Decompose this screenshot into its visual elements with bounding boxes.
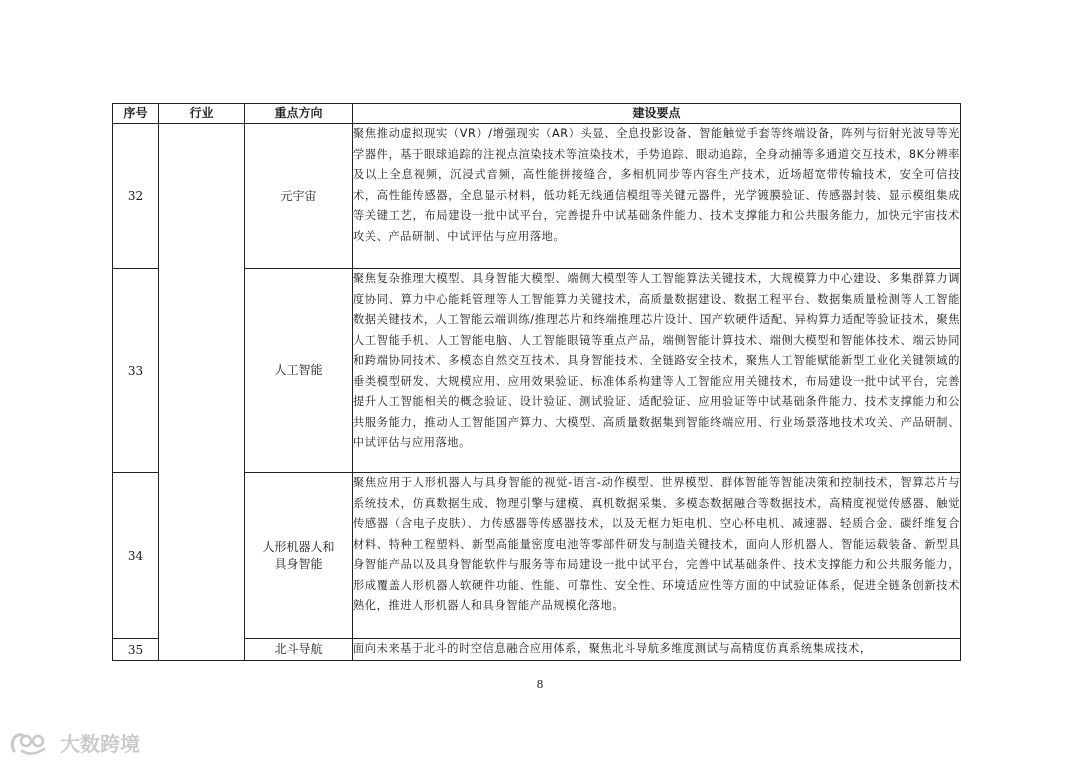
row-direction: 人工智能 <box>245 269 353 473</box>
industry-cell <box>159 124 245 661</box>
row-seq: 35 <box>113 639 159 661</box>
logo-icon <box>8 729 56 757</box>
row-points: 聚焦复杂推理大模型、具身智能大模型、端侧大模型等人工智能算法关键技术，大规模算力中心建设、多集群算力调度协同、算力中心能耗管理等人工智能算力关键技术，高质量数据建设、数据工程平台、数据集质量检测等人工智能数据关键技术，人工智能云端训练/推理芯片和终端推理芯片设计、国产软硬件适配、异构算力适配等验证技术，聚焦人工智能手机、人工智能电脑、人工智能眼镜等重点产品，端侧智能计算技术、端侧大模型和智能体技术、端云协同和跨端协同技术、多模态自然交互技术、具身智能技术、全链路安全技术，聚焦人工智能赋能新型工业化关键领域的垂类模型研发、大规模应用、应用效果验证、标准体系构建等人工智能应用关键技术，布局建设一批中试平台，完善提升人工智能相关的概念验证、设计验证、测试验证、适配验证、应用验证等中试基础条件能力、技术支撑能力和公共服务能力，推动人工智能国产算力、大模型、高质量数据集到智能终端应用、行业场景落地技术攻关、产品研制、中试评估与应用落地。 <box>353 269 961 473</box>
header-points: 建设要点 <box>353 104 961 124</box>
row-points: 聚焦应用于人形机器人与具身智能的视觉-语言-动作模型、世界模型、群体智能等智能决策和控制技术，智算芯片与系统技术，仿真数据生成、物理引擎与建模、真机数据采集、多模态数据融合等数据技术，高精度视觉传感器、触觉传感器（含电子皮肤）、力传感器等传感器技术，以及无框力矩电机、空心杯电机、减速器、轻质合金、碳纤维复合材料、特种工程塑料、新型高能量密度电池等零部件研发与制造关键技术，面向人形机器人、智能运载装备、新型具身智能产品以及具身智能软件与服务等布局建设一批中试平台，完善中试基础条件、技术支撑能力和公共服务能力，形成覆盖人形机器人软硬件功能、性能、可靠性、安全性、环境适应性等方面的中试验证体系，促进全链条创新技术熟化，推进人形机器人和具身智能产品规模化落地。 <box>353 473 961 639</box>
row-seq: 34 <box>113 473 159 639</box>
header-seq: 序号 <box>113 104 159 124</box>
row-points: 面向未来基于北斗的时空信息融合应用体系，聚焦北斗导航多维度测试与高精度仿真系统集成技术， <box>353 639 961 661</box>
table-row <box>113 124 961 269</box>
row-direction <box>245 473 353 639</box>
table-header-row <box>113 104 961 124</box>
row-direction: 北斗导航 <box>245 639 353 661</box>
header-industry: 行业 <box>159 104 245 124</box>
header-direction: 重点方向 <box>245 104 353 124</box>
row-seq: 32 <box>113 124 159 269</box>
row-direction: 元宇宙 <box>245 124 353 269</box>
row-points: 聚焦推动虚拟现实（VR）/增强现实（AR）头显、全息投影设备、智能触觉手套等终端设备，阵列与衍射光波导等光学器件，基于眼球追踪的注视点渲染技术等渲染技术，手势追踪、眼动追踪，全身动捕等多通道交互技术，8K分辨率及以上全息视频，沉浸式音频，高性能拼接缝合，多相机同步等内容生产技术，近场超宽带传输技术，安全可信技术，高性能传感器，全息显示材料，低功耗无线通信模组等关键元器件，光学镀膜验证、传感器封装、显示模组集成等关键工艺，布局建设一批中试平台，完善提升中试基础条件能力、技术支撑能力和公共服务能力，加快元宇宙技术攻关、产品研制、中试评估与应用落地。 <box>353 124 961 269</box>
watermark-text: 大数跨境 <box>60 732 140 756</box>
row-seq: 33 <box>113 269 159 473</box>
row-direction-text: 人形机器人和具身智能 <box>262 539 335 571</box>
construction-table <box>112 103 961 661</box>
watermark <box>8 728 140 757</box>
page-number: 8 <box>536 678 544 691</box>
